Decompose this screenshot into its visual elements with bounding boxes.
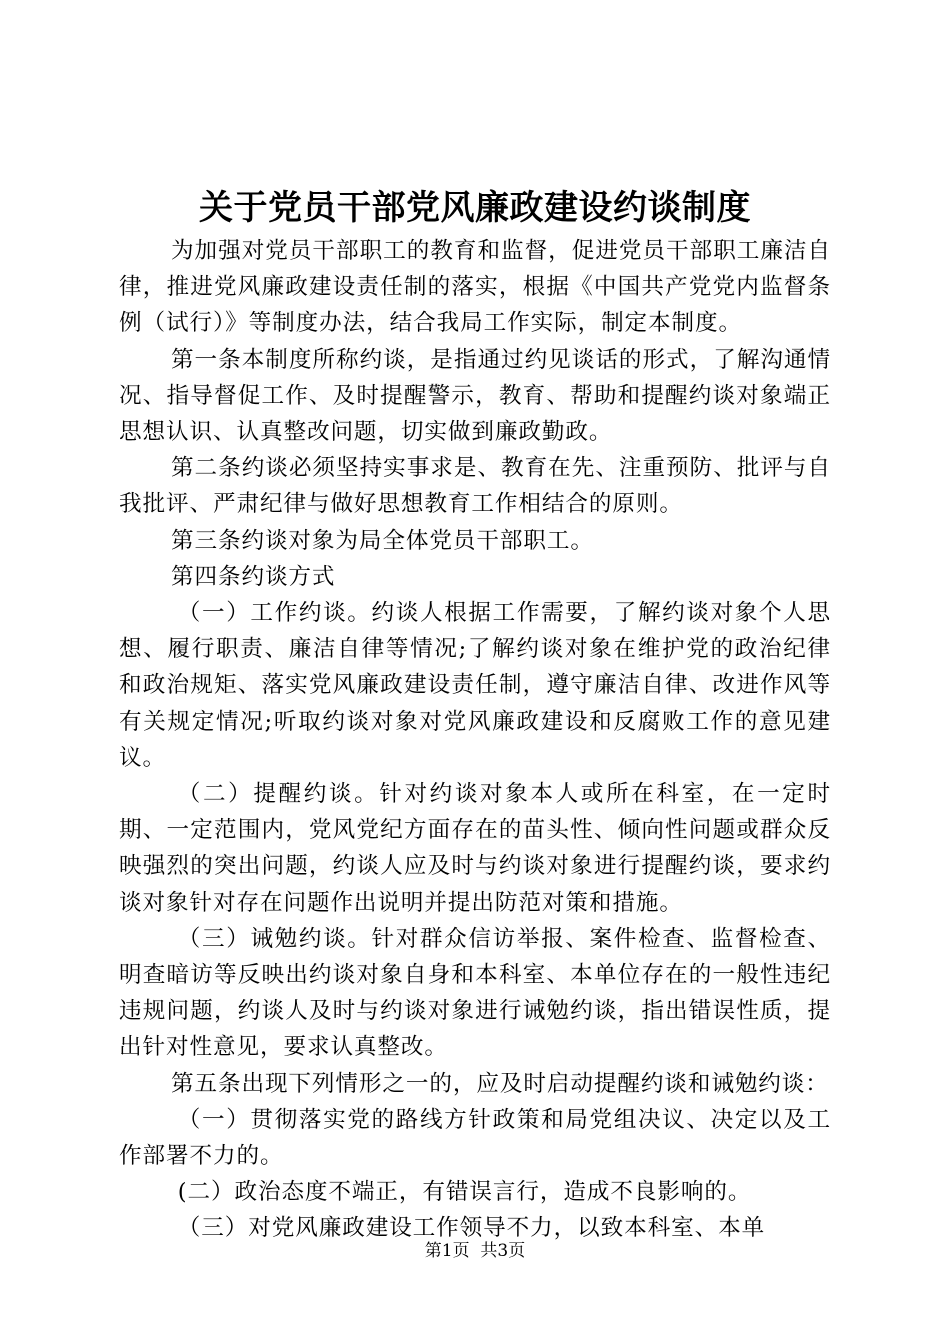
article-4-item-1: （一）工作约谈。约谈人根据工作需要，了解约谈对象个人思想、履行职责、廉洁自律等情况;了解约谈对象在维护党的政治纪律和政治规矩、落实党风廉政建设责任制，遵守廉洁自律、改进作风等有关规定情况;听取约谈对象对党风廉政建设和反腐败工作的意见建议。 <box>119 600 831 771</box>
article-4-heading: 第四条约谈方式 <box>170 563 336 590</box>
article-4-item-2: （二）提醒约谈。针对约谈对象本人或所在科室，在一定时期、一定范围内，党风党纪方面存在的苗头性、倾向性问题或群众反映强烈的突出问题，约谈人应及时与约谈对象进行提醒约谈，要求约谈对象针对存在问题作出说明并提出防范对策和措施。 <box>119 781 831 916</box>
article-3-paragraph: 第三条约谈对象为局全体党员干部职工。 <box>170 527 594 554</box>
article-4-item-3: （三）诫勉约谈。针对群众信访举报、案件检查、监督检查、明查暗访等反映出约谈对象自身和本科室、本单位存在的一般性违纪违规问题，约谈人及时与约谈对象进行诫勉约谈，指出错误性质，提出针对性意见，要求认真整改。 <box>119 925 831 1061</box>
article-5-item-1: （一）贯彻落实党的路线方针政策和局党组决议、决定以及工作部署不力的。 <box>119 1106 831 1170</box>
article-5-item-2: (二）政治态度不端正，有错误言行，造成不良影响的。 <box>177 1179 752 1206</box>
document-body <box>119 233 831 1247</box>
article-1-paragraph: 第一条本制度所称约谈，是指通过约见谈话的形式，了解沟通情况、指导督促工作、及时提醒警示，教育、帮助和提醒约谈对象端正思想认识、认真整改问题，切实做到廉政勤政。 <box>119 346 831 446</box>
article-5-paragraph: 第五条出现下列情形之一的，应及时启动提醒约谈和诫勉约谈： <box>170 1070 829 1097</box>
intro-paragraph: 为加强对党员干部职工的教育和监督，促进党员干部职工廉洁自律，推进党风廉政建设责任制的落实，根据《中国共产党党内监督条例（试行）》等制度办法，结合我局工作实际，制定本制度。 <box>119 238 831 337</box>
page-number-footer: 第1页 共3页 <box>424 1241 526 1261</box>
document-title: 关于党员干部党风廉政建设约谈制度 <box>199 188 751 228</box>
article-5-item-3: （三）对党风廉政建设工作领导不力，以致本科室、本单 <box>177 1215 766 1242</box>
article-2-paragraph: 第二条约谈必须坚持实事求是、教育在先、注重预防、批评与自我批评、严肃纪律与做好思想教育工作相结合的原则。 <box>119 455 831 518</box>
